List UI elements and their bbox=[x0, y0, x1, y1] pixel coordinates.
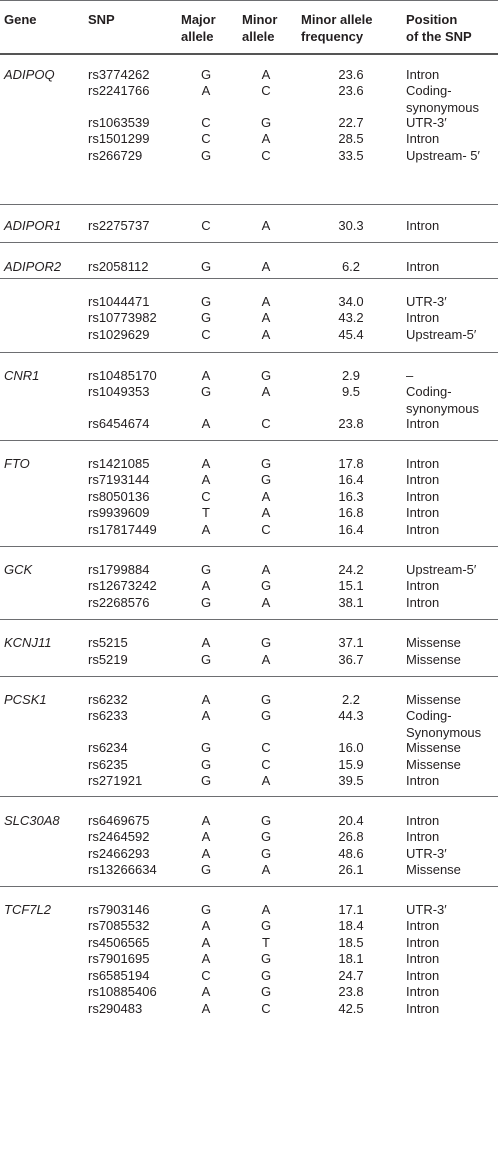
snp-cell: rs6469675 bbox=[88, 813, 150, 828]
snp-cell: rs6585194 bbox=[88, 968, 150, 983]
major-allele-cell: A bbox=[201, 522, 211, 537]
snp-cell: rs2058112 bbox=[88, 259, 149, 274]
minor-allele-cell: C bbox=[261, 740, 271, 755]
group-divider bbox=[0, 242, 498, 243]
minor-allele-cell: A bbox=[261, 327, 271, 342]
major-allele-cell: A bbox=[201, 918, 211, 933]
minor-allele-cell: G bbox=[260, 951, 272, 966]
minor-allele-cell: A bbox=[261, 294, 271, 309]
snp-cell: rs1501299 bbox=[88, 131, 150, 146]
snp-cell: rs13266634 bbox=[88, 862, 157, 877]
minor-allele-frequency-cell: 33.5 bbox=[338, 148, 364, 163]
snp-cell: rs2464592 bbox=[88, 829, 150, 844]
major-allele-cell: G bbox=[200, 384, 212, 399]
snp-cell: rs8050136 bbox=[88, 489, 150, 504]
minor-allele-frequency-cell: 48.6 bbox=[338, 846, 364, 861]
position-cell: Coding- bbox=[406, 384, 452, 399]
major-allele-cell: C bbox=[201, 131, 211, 146]
major-allele-cell: T bbox=[202, 505, 210, 520]
minor-allele-cell: G bbox=[260, 813, 272, 828]
position-cell: Intron bbox=[406, 489, 440, 504]
group-divider bbox=[0, 619, 498, 620]
minor-allele-cell: A bbox=[261, 489, 271, 504]
header-gene: Gene bbox=[4, 12, 37, 27]
minor-allele-cell: A bbox=[261, 310, 271, 325]
snp-cell: rs266729 bbox=[88, 148, 143, 163]
minor-allele-cell: G bbox=[260, 472, 272, 487]
major-allele-cell: A bbox=[201, 951, 211, 966]
minor-allele-cell: A bbox=[261, 67, 271, 82]
gene-cell: ADIPOR2 bbox=[4, 259, 62, 274]
major-allele-cell: G bbox=[200, 310, 212, 325]
minor-allele-frequency-cell: 16.4 bbox=[338, 522, 364, 537]
major-allele-cell: G bbox=[200, 562, 212, 577]
major-allele-cell: A bbox=[201, 984, 211, 999]
gene-cell: SLC30A8 bbox=[4, 813, 60, 828]
snp-cell: rs6235 bbox=[88, 757, 128, 772]
minor-allele-cell: T bbox=[262, 935, 270, 950]
minor-allele-cell: G bbox=[260, 692, 272, 707]
major-allele-cell: A bbox=[201, 578, 211, 593]
group-divider bbox=[0, 204, 498, 205]
gene-cell: FTO bbox=[4, 456, 30, 471]
minor-allele-frequency-cell: 23.6 bbox=[338, 83, 364, 98]
position-cell: Intron bbox=[406, 935, 440, 950]
minor-allele-frequency-cell: 30.3 bbox=[338, 218, 364, 233]
minor-allele-cell: C bbox=[261, 757, 271, 772]
position-cell: – bbox=[406, 368, 414, 383]
minor-allele-cell: G bbox=[260, 635, 272, 650]
snp-cell: rs5215 bbox=[88, 635, 128, 650]
major-allele-cell: A bbox=[201, 635, 211, 650]
snp-cell: rs10773982 bbox=[88, 310, 157, 325]
position-cell: Intron bbox=[406, 131, 440, 146]
minor-allele-frequency-cell: 15.1 bbox=[338, 578, 364, 593]
header-major-line2: allele bbox=[181, 29, 214, 44]
snp-cell: rs12673242 bbox=[88, 578, 157, 593]
major-allele-cell: A bbox=[201, 368, 211, 383]
group-divider bbox=[0, 796, 498, 797]
minor-allele-cell: A bbox=[261, 562, 271, 577]
snp-cell: rs6232 bbox=[88, 692, 128, 707]
minor-allele-frequency-cell: 9.5 bbox=[341, 384, 361, 399]
header-major-line1: Major bbox=[181, 12, 216, 27]
minor-allele-frequency-cell: 36.7 bbox=[338, 652, 364, 667]
major-allele-cell: G bbox=[200, 148, 212, 163]
major-allele-cell: A bbox=[201, 813, 211, 828]
position-cell: Intron bbox=[406, 310, 440, 325]
position-cell: Intron bbox=[406, 813, 440, 828]
group-divider bbox=[0, 886, 498, 887]
snp-cell: rs9939609 bbox=[88, 505, 150, 520]
minor-allele-cell: A bbox=[261, 595, 271, 610]
snp-cell: rs6233 bbox=[88, 708, 128, 723]
snp-cell: rs2268576 bbox=[88, 595, 150, 610]
position-cell: UTR-3′ bbox=[406, 902, 447, 917]
minor-allele-cell: A bbox=[261, 384, 271, 399]
position-cell: Intron bbox=[406, 472, 440, 487]
minor-allele-frequency-cell: 45.4 bbox=[338, 327, 364, 342]
snp-cell: rs2241766 bbox=[88, 83, 150, 98]
minor-allele-cell: A bbox=[261, 505, 271, 520]
snp-cell: rs6454674 bbox=[88, 416, 150, 431]
major-allele-cell: G bbox=[200, 902, 212, 917]
header-freq-line1: Minor allele bbox=[301, 12, 373, 27]
minor-allele-frequency-cell: 44.3 bbox=[338, 708, 364, 723]
position-cell: Intron bbox=[406, 918, 440, 933]
snp-cell: rs271921 bbox=[88, 773, 143, 788]
gene-cell: PCSK1 bbox=[4, 692, 47, 707]
position-cell: Missense bbox=[406, 740, 461, 755]
minor-allele-cell: C bbox=[261, 416, 271, 431]
gene-cell: CNR1 bbox=[4, 368, 40, 383]
major-allele-cell: C bbox=[201, 218, 211, 233]
minor-allele-frequency-cell: 18.5 bbox=[338, 935, 364, 950]
minor-allele-frequency-cell: 17.1 bbox=[338, 902, 364, 917]
position-cell: Intron bbox=[406, 67, 440, 82]
position-cell: Intron bbox=[406, 578, 440, 593]
group-divider bbox=[0, 352, 498, 353]
gene-cell: KCNJ11 bbox=[4, 635, 52, 650]
minor-allele-cell: C bbox=[261, 522, 271, 537]
snp-cell: rs1049353 bbox=[88, 384, 150, 399]
minor-allele-frequency-cell: 43.2 bbox=[338, 310, 364, 325]
position-cell: Intron bbox=[406, 505, 440, 520]
minor-allele-cell: G bbox=[260, 368, 272, 383]
major-allele-cell: A bbox=[201, 708, 211, 723]
minor-allele-frequency-cell: 16.0 bbox=[338, 740, 364, 755]
minor-allele-frequency-cell: 24.7 bbox=[338, 968, 364, 983]
position-cell: Intron bbox=[406, 218, 440, 233]
major-allele-cell: A bbox=[201, 416, 211, 431]
position-cell: Upstream-5′ bbox=[406, 562, 477, 577]
minor-allele-frequency-cell: 18.1 bbox=[338, 951, 364, 966]
minor-allele-cell: C bbox=[261, 83, 271, 98]
minor-allele-cell: G bbox=[260, 984, 272, 999]
top-rule bbox=[0, 0, 498, 1]
snp-cell: rs1799884 bbox=[88, 562, 150, 577]
snp-cell: rs7903146 bbox=[88, 902, 150, 917]
minor-allele-cell: A bbox=[261, 218, 271, 233]
major-allele-cell: G bbox=[200, 773, 212, 788]
position-cell: Missense bbox=[406, 757, 461, 772]
major-allele-cell: A bbox=[201, 83, 211, 98]
position-cell: Intron bbox=[406, 522, 440, 537]
minor-allele-cell: G bbox=[260, 918, 272, 933]
major-allele-cell: G bbox=[200, 294, 212, 309]
snp-cell: rs10885406 bbox=[88, 984, 157, 999]
position-cell: Intron bbox=[406, 456, 440, 471]
minor-allele-frequency-cell: 22.7 bbox=[338, 115, 364, 130]
group-divider bbox=[0, 440, 498, 441]
major-allele-cell: G bbox=[200, 652, 212, 667]
minor-allele-cell: G bbox=[260, 829, 272, 844]
major-allele-cell: A bbox=[201, 846, 211, 861]
snp-cell: rs10485170 bbox=[88, 368, 157, 383]
gene-cell: GCK bbox=[4, 562, 33, 577]
minor-allele-frequency-cell: 20.4 bbox=[338, 813, 364, 828]
position-cell: Missense bbox=[406, 652, 461, 667]
position-cell: Coding- bbox=[406, 83, 452, 98]
snp-cell: rs2275737 bbox=[88, 218, 150, 233]
position-cell: Upstream- 5′ bbox=[406, 148, 480, 163]
minor-allele-frequency-cell: 2.2 bbox=[341, 692, 361, 707]
position-cell: Intron bbox=[406, 259, 440, 274]
position-cell: Intron bbox=[406, 951, 440, 966]
header-snp: SNP bbox=[88, 12, 115, 27]
position-cell: Missense bbox=[406, 692, 461, 707]
position-cell: Intron bbox=[406, 773, 440, 788]
header-position-line2: of the SNP bbox=[406, 29, 472, 44]
major-allele-cell: G bbox=[200, 862, 212, 877]
minor-allele-frequency-cell: 39.5 bbox=[338, 773, 364, 788]
snp-cell: rs5219 bbox=[88, 652, 128, 667]
major-allele-cell: G bbox=[200, 259, 212, 274]
position-cell: Intron bbox=[406, 984, 440, 999]
minor-allele-cell: G bbox=[260, 846, 272, 861]
minor-allele-frequency-cell: 24.2 bbox=[338, 562, 364, 577]
minor-allele-frequency-cell: 16.4 bbox=[338, 472, 364, 487]
minor-allele-cell: C bbox=[261, 148, 271, 163]
minor-allele-cell: G bbox=[260, 968, 272, 983]
snp-cell: rs1044471 bbox=[88, 294, 150, 309]
minor-allele-cell: A bbox=[261, 652, 271, 667]
header-minor-line2: allele bbox=[242, 29, 275, 44]
minor-allele-frequency-cell: 16.8 bbox=[338, 505, 364, 520]
gene-cell: TCF7L2 bbox=[4, 902, 51, 917]
header-minor-line1: Minor bbox=[242, 12, 278, 27]
position-cell: Intron bbox=[406, 968, 440, 983]
snp-cell: rs4506565 bbox=[88, 935, 150, 950]
minor-allele-cell: A bbox=[261, 259, 271, 274]
minor-allele-frequency-cell: 15.9 bbox=[338, 757, 364, 772]
position-cell: Intron bbox=[406, 1001, 440, 1016]
minor-allele-frequency-cell: 26.1 bbox=[338, 862, 364, 877]
position-cell: Intron bbox=[406, 595, 440, 610]
snp-cell: rs7901695 bbox=[88, 951, 150, 966]
header-position-line1: Position bbox=[406, 12, 458, 27]
snp-cell: rs17817449 bbox=[88, 522, 157, 537]
minor-allele-frequency-cell: 26.8 bbox=[338, 829, 364, 844]
position-cell: Coding- bbox=[406, 708, 452, 723]
major-allele-cell: G bbox=[200, 67, 212, 82]
snp-cell: rs1029629 bbox=[88, 327, 150, 342]
major-allele-cell: A bbox=[201, 472, 211, 487]
snp-cell: rs1063539 bbox=[88, 115, 150, 130]
position-cell: UTR-3′ bbox=[406, 294, 447, 309]
snp-cell: rs7085532 bbox=[88, 918, 150, 933]
major-allele-cell: C bbox=[201, 968, 211, 983]
minor-allele-frequency-cell: 23.8 bbox=[338, 984, 364, 999]
group-divider bbox=[0, 676, 498, 677]
minor-allele-frequency-cell: 2.9 bbox=[341, 368, 361, 383]
minor-allele-frequency-cell: 6.2 bbox=[341, 259, 361, 274]
position-cell: Intron bbox=[406, 829, 440, 844]
position-cell: Missense bbox=[406, 635, 461, 650]
minor-allele-frequency-cell: 38.1 bbox=[338, 595, 364, 610]
minor-allele-frequency-cell: 18.4 bbox=[338, 918, 364, 933]
group-divider bbox=[0, 546, 498, 547]
major-allele-cell: C bbox=[201, 115, 211, 130]
position-cell: Missense bbox=[406, 862, 461, 877]
major-allele-cell: A bbox=[201, 692, 211, 707]
header-rule bbox=[0, 53, 498, 55]
position-cell-continued: Synonymous bbox=[406, 725, 482, 740]
group-divider bbox=[0, 278, 498, 279]
minor-allele-frequency-cell: 34.0 bbox=[338, 294, 364, 309]
major-allele-cell: C bbox=[201, 327, 211, 342]
major-allele-cell: A bbox=[201, 1001, 211, 1016]
snp-cell: rs6234 bbox=[88, 740, 128, 755]
major-allele-cell: C bbox=[201, 489, 211, 504]
minor-allele-cell: G bbox=[260, 708, 272, 723]
minor-allele-frequency-cell: 37.1 bbox=[338, 635, 364, 650]
position-cell: Upstream-5′ bbox=[406, 327, 477, 342]
minor-allele-cell: C bbox=[261, 1001, 271, 1016]
minor-allele-cell: G bbox=[260, 456, 272, 471]
snp-cell: rs290483 bbox=[88, 1001, 143, 1016]
minor-allele-frequency-cell: 23.6 bbox=[338, 67, 364, 82]
minor-allele-cell: A bbox=[261, 773, 271, 788]
minor-allele-frequency-cell: 42.5 bbox=[338, 1001, 364, 1016]
minor-allele-cell: A bbox=[261, 902, 271, 917]
minor-allele-frequency-cell: 23.8 bbox=[338, 416, 364, 431]
snp-cell: rs7193144 bbox=[88, 472, 150, 487]
minor-allele-frequency-cell: 28.5 bbox=[338, 131, 364, 146]
position-cell: UTR-3′ bbox=[406, 846, 447, 861]
major-allele-cell: G bbox=[200, 595, 212, 610]
minor-allele-frequency-cell: 16.3 bbox=[338, 489, 364, 504]
minor-allele-cell: G bbox=[260, 115, 272, 130]
snp-cell: rs1421085 bbox=[88, 456, 150, 471]
major-allele-cell: G bbox=[200, 740, 212, 755]
major-allele-cell: A bbox=[201, 829, 211, 844]
header-freq-line2: frequency bbox=[301, 29, 364, 44]
position-cell: Intron bbox=[406, 416, 440, 431]
minor-allele-cell: A bbox=[261, 131, 271, 146]
major-allele-cell: G bbox=[200, 757, 212, 772]
snp-cell: rs2466293 bbox=[88, 846, 150, 861]
position-cell-continued: synonymous bbox=[406, 401, 479, 416]
minor-allele-frequency-cell: 17.8 bbox=[338, 456, 364, 471]
position-cell: UTR-3′ bbox=[406, 115, 447, 130]
major-allele-cell: A bbox=[201, 935, 211, 950]
minor-allele-cell: A bbox=[261, 862, 271, 877]
minor-allele-cell: G bbox=[260, 578, 272, 593]
gene-cell: ADIPOR1 bbox=[4, 218, 62, 233]
major-allele-cell: A bbox=[201, 456, 211, 471]
position-cell-continued: synonymous bbox=[406, 100, 479, 115]
snp-cell: rs3774262 bbox=[88, 67, 150, 82]
gene-cell: ADIPOQ bbox=[4, 67, 55, 82]
